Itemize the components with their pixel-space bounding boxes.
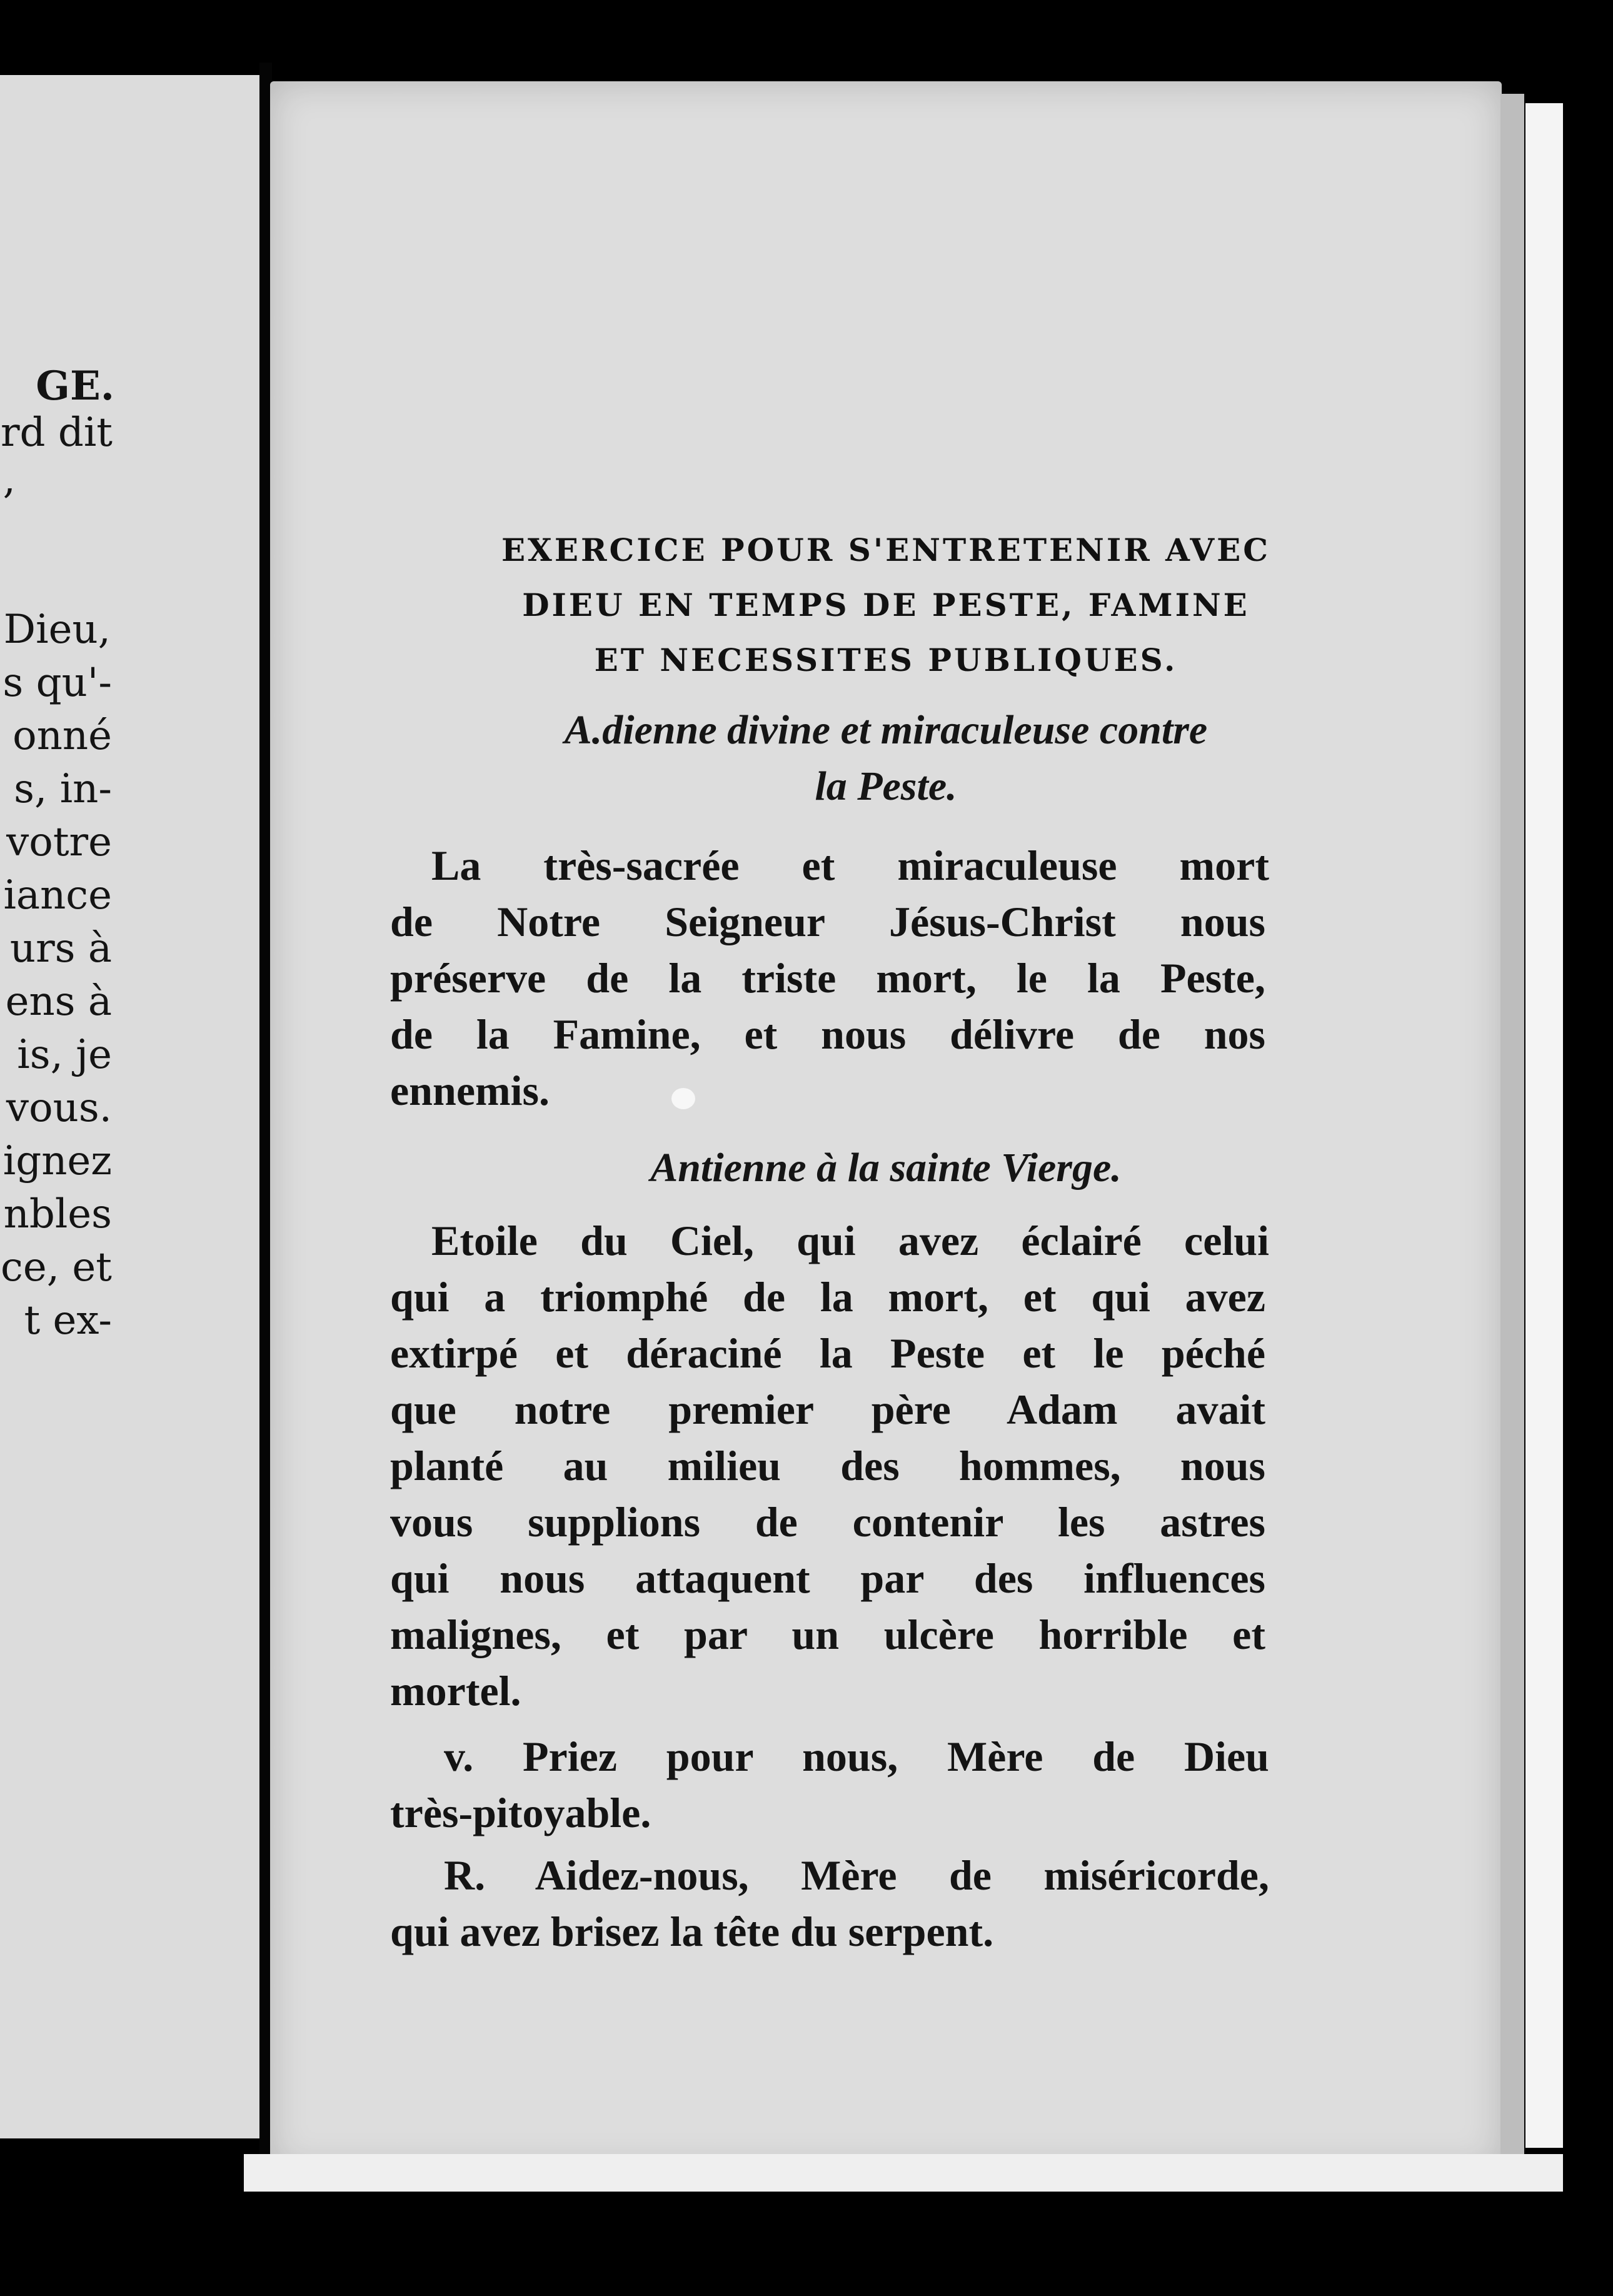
left-line: ens à (5, 979, 112, 1025)
left-page (0, 75, 263, 2138)
page-stack-bottom (244, 2154, 1563, 2192)
paragraph-line: extirpé et déraciné la Peste et le péché (390, 1329, 1265, 1377)
antiphon-title: A.dienne divine et miraculeuse contre (564, 707, 1208, 753)
paper-spot (671, 1088, 695, 1109)
response-line: R. Aidez-nous, Mère de miséricorde, (444, 1851, 1269, 1899)
paragraph-line: de Notre Seigneur Jésus-Christ nous (390, 898, 1265, 945)
right-page-text (270, 81, 1502, 2170)
left-line: s, in- (14, 766, 112, 812)
left-line: rd dit (0, 410, 113, 456)
left-line: is, je (17, 1032, 112, 1078)
right-page (270, 81, 1502, 2170)
left-line: Dieu, (3, 607, 111, 653)
left-line: t ex- (24, 1297, 112, 1344)
left-line: urs à (9, 925, 112, 972)
versicle-line: v. Priez pour nous, Mère de Dieu (444, 1733, 1269, 1780)
page-edge-shadow (1500, 94, 1524, 2157)
paragraph-line: préserve de la triste mort, le la Peste, (390, 954, 1265, 1002)
left-line: GE. (36, 363, 114, 410)
paragraph-line: mortel. (390, 1667, 521, 1714)
paragraph-line: planté au milieu des hommes, nous (390, 1442, 1265, 1489)
left-line: vous. (6, 1085, 112, 1131)
paragraph-line: La très-sacrée et miraculeuse mort (431, 842, 1269, 889)
left-line: onné (13, 713, 112, 759)
paragraph-line: de la Famine, et nous délivre de nos (390, 1010, 1265, 1058)
paragraph-line: que notre premier père Adam avait (390, 1386, 1265, 1433)
section-heading-line: DIEU EN TEMPS DE PESTE, FAMINE (522, 587, 1250, 623)
paragraph-line: qui a triomphé de la mort, et qui avez (390, 1273, 1265, 1321)
left-line: ignez (3, 1138, 112, 1184)
paragraph-line: qui nous attaquent par des influences (390, 1554, 1265, 1602)
section-heading-line: ET NECESSITES PUBLIQUES. (594, 642, 1178, 678)
left-line: votre (6, 819, 112, 865)
left-line: iance (3, 872, 112, 919)
left-line: nbles (3, 1191, 112, 1237)
paragraph-line: malignes, et par un ulcère horrible et (390, 1611, 1265, 1658)
antiphon-title: la Peste. (815, 763, 957, 809)
left-line: , (3, 456, 16, 503)
page-stack-edge (1525, 103, 1563, 2148)
paragraph-line: vous supplions de contenir les astres (390, 1498, 1265, 1546)
left-line: s qu'- (3, 660, 112, 706)
section-heading-line: EXERCICE POUR S'ENTRETENIR AVEC (501, 531, 1271, 568)
antiphon-title: Antienne à la sainte Vierge. (650, 1145, 1122, 1191)
response-line: qui avez brisez la tête du serpent. (390, 1908, 994, 1955)
left-line: ce, et (1, 1244, 112, 1291)
paragraph-line: Etoile du Ciel, qui avez éclairé celui (431, 1217, 1269, 1264)
versicle-line: très-pitoyable. (390, 1789, 651, 1836)
paragraph-line: ennemis. (390, 1067, 550, 1114)
